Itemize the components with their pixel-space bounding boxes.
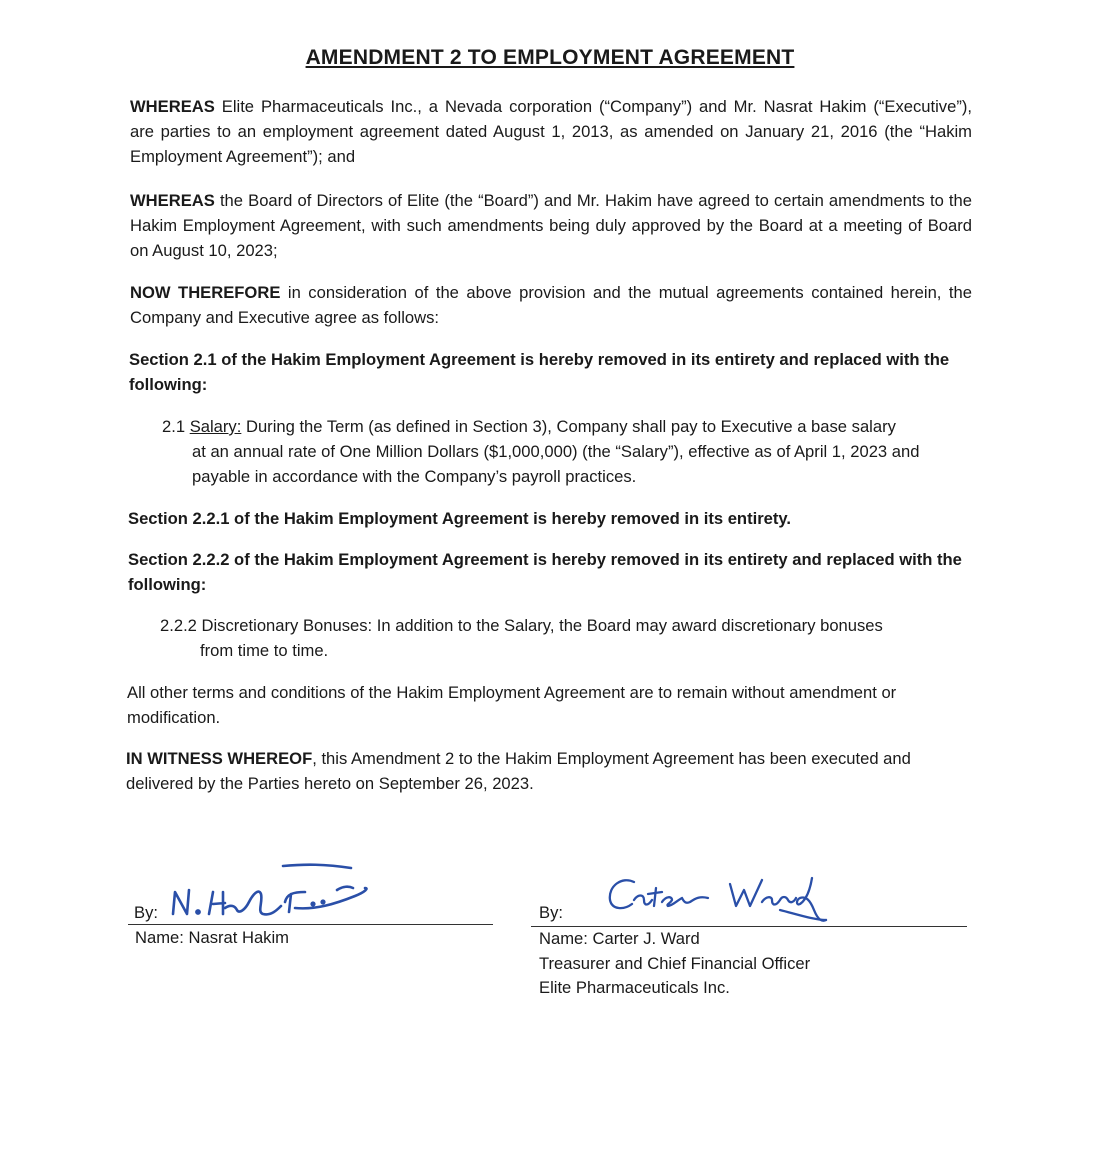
company-by-label: By: [539, 903, 563, 922]
whereas-text: the Board of Directors of Elite (the “Board”) and Mr. Hakim have agreed to certain amendments to the Hakim Employment Agreement, with such amendments being duly approved by the Board at a meeting of Board on August 10, 2023; [130, 191, 972, 260]
executive-by-label: By: [134, 903, 158, 922]
executive-signature-line [128, 924, 493, 925]
all-other-terms-paragraph: All other terms and conditions of the Hakim Employment Agreement are to remain without amendment or modification. [127, 683, 897, 727]
in-witness-paragraph [126, 746, 972, 796]
now-therefore-lead: NOW THEREFORE [130, 283, 281, 302]
now-therefore-paragraph [130, 280, 972, 330]
company-name: Elite Pharmaceuticals Inc. [539, 978, 730, 997]
section-2-2-2-clause [160, 613, 972, 663]
now-therefore-text: in consideration of the above provision and the mutual agreements contained herein, the Company and Executive agree as follows: [130, 283, 972, 327]
signature-ward-graphic [600, 870, 830, 930]
clause-line-1: 2.2.2 Discretionary Bonuses: In addition to the Salary, the Board may award discretionary bonuses [160, 616, 883, 635]
company-signatory-block [539, 927, 810, 1001]
company-signatory-name: Name: Carter J. Ward [539, 929, 700, 948]
whereas-paragraph-1 [130, 94, 972, 169]
section-2-2-2-heading: Section 2.2.2 of the Hakim Employment Agreement is hereby removed in its entirety and replaced with the following: [128, 550, 962, 594]
clause-continuation: from time to time. [200, 641, 329, 660]
section-2-2-1-heading: Section 2.2.1 of the Hakim Employment Agreement is hereby removed in its entirety. [128, 509, 792, 528]
in-witness-text: , this Amendment 2 to the Hakim Employment Agreement has been executed and delivered by the Parties hereto on September 26, 2023. [126, 749, 911, 793]
whereas-text: Elite Pharmaceuticals Inc., a Nevada corporation (“Company”) and Mr. Nasrat Hakim (“Executive”), are parties to an employment agreement dated August 1, 2013, as amended on January 21, 2016 (the “Hakim Employment Agreement”); and [130, 97, 972, 166]
signature-hakim-graphic [165, 858, 375, 924]
salary-label: Salary: [189, 417, 242, 436]
section-2-1-clause [162, 414, 942, 489]
clause-continuation: at an annual rate of One Million Dollars ($1,000,000) (the “Salary”), effective as of April 1, 2023 and payable in accordance with the Company’s payroll practices. [192, 442, 920, 486]
executive-handwritten-signature [165, 858, 375, 924]
company-handwritten-signature [600, 870, 830, 930]
document-title: AMENDMENT 2 TO EMPLOYMENT AGREEMENT [305, 46, 795, 69]
whereas-lead: WHEREAS [130, 191, 215, 210]
in-witness-lead: IN WITNESS WHEREOF [126, 749, 313, 768]
executive-name: Name: Nasrat Hakim [135, 928, 289, 947]
whereas-lead: WHEREAS [130, 97, 215, 116]
whereas-paragraph-2 [130, 188, 972, 263]
clause-number: 2.1 [162, 417, 190, 436]
section-2-1-heading: Section 2.1 of the Hakim Employment Agreement is hereby removed in its entirety and replaced with the following: [129, 350, 950, 394]
clause-line-1: During the Term (as defined in Section 3), Company shall pay to Executive a base salary [241, 417, 896, 436]
company-signatory-title: Treasurer and Chief Financial Officer [539, 953, 811, 973]
